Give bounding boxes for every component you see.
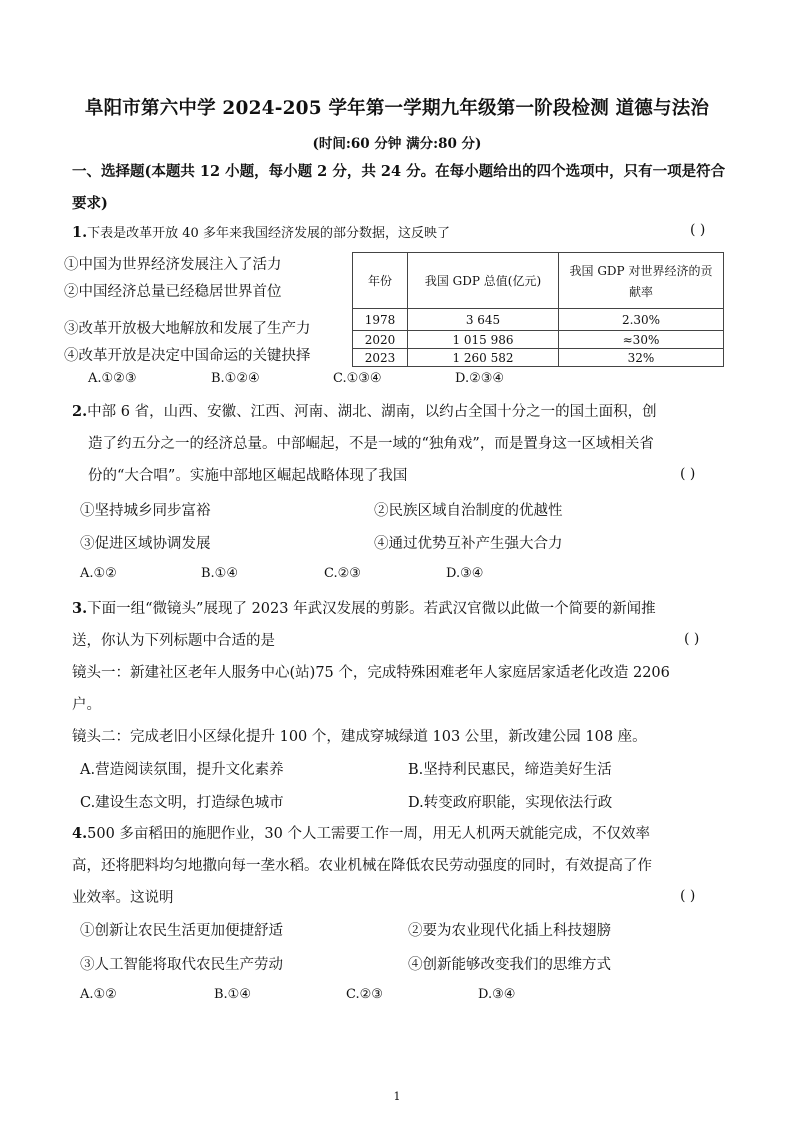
q4-option-3: ③人工智能将取代农民生产劳动	[80, 957, 283, 973]
q4-answer-paren: ( )	[680, 888, 696, 904]
table-cell: 32%	[559, 349, 724, 367]
section-heading-line1: 一、选择题(本题共 12 小题，每小题 2 分，共 24 分。在每小题给出的四个选项中，只有一项是符合	[72, 163, 726, 180]
q4-stem-line2: 高，还将肥料均匀地撒向每一垄水稻。农业机械在降低农民劳动强度的同时，有效提高了作	[72, 858, 652, 874]
q4-stem-text: 500 多亩稻田的施肥作业，30 个人工需要工作一周，用无人机两天就能完成，不仅效率	[87, 826, 650, 842]
table-row	[353, 309, 724, 331]
q2-choice-a: A.①②	[80, 566, 117, 581]
table-header-row	[353, 253, 724, 309]
table-header-year: 年份	[353, 253, 408, 309]
q1-option-1: ①中国为世界经济发展注入了活力	[64, 257, 282, 273]
q1-stem	[72, 222, 450, 241]
q4-choice-a: A.①②	[80, 987, 117, 1002]
q1-choice-c: C.①③④	[333, 371, 382, 386]
q3-number: 3.	[72, 600, 88, 617]
table-cell: 3 645	[408, 309, 559, 331]
table-header-contribution	[559, 253, 724, 309]
q3-stem-text: 下面一组“微镜头”展现了 2023 年武汉发展的剪影。若武汉官微以此做一个简要的新闻推	[87, 601, 656, 617]
q3-shot1-line1: 镜头一：新建社区老年人服务中心(站)75 个，完成特殊困难老年人家庭居家适老化改造 2206	[72, 665, 670, 681]
q1-gdp-table	[352, 252, 724, 367]
q2-option-3: ③促进区域协调发展	[80, 536, 211, 552]
table-row	[353, 349, 724, 367]
table-header-contribution-line1: 我国 GDP 对世界经济的贡	[569, 263, 713, 278]
q1-stem-text: 下表是改革开放 40 多年来我国经济发展的部分数据，这反映了	[87, 226, 450, 241]
table-row	[353, 331, 724, 349]
table-cell: 1978	[353, 309, 408, 331]
table-header-gdp: 我国 GDP 总值(亿元)	[408, 253, 559, 309]
q3-stem-line2: 送，你认为下列标题中合适的是	[72, 633, 275, 649]
q1-option-4: ④改革开放是决定中国命运的关键抉择	[64, 348, 311, 364]
q2-choice-b: B.①④	[201, 566, 238, 581]
q4-option-1: ①创新让农民生活更加便捷舒适	[80, 923, 283, 939]
q1-choice-a: A.①②③	[88, 371, 137, 386]
q2-stem-line1	[72, 400, 657, 421]
q2-stem-line2: 造了约五分之一的经济总量。中部崛起，不是一域的“独角戏”，而是置身这一区域相关省	[88, 436, 654, 452]
q3-option-d: D.转变政府职能，实现依法行政	[408, 795, 613, 811]
q4-choice-d: D.③④	[478, 987, 516, 1002]
q2-choice-d: D.③④	[446, 566, 484, 581]
q2-number: 2.	[72, 403, 88, 420]
q2-stem-text: 中部 6 省，山西、安徽、江西、河南、湖北、湖南，以约占全国十分之一的国土面积，创	[87, 404, 657, 420]
q2-choice-c: C.②③	[324, 566, 361, 581]
q1-option-3: ③改革开放极大地解放和发展了生产力	[64, 321, 311, 337]
q3-shot2: 镜头二：完成老旧小区绿化提升 100 个，建成穿城绿道 103 公里，新改建公园 108 座。	[72, 729, 647, 745]
q1-option-2: ②中国经济总量已经稳居世界首位	[64, 284, 282, 300]
q3-answer-paren: ( )	[684, 631, 700, 647]
q1-choice-d: D.②③④	[455, 371, 505, 386]
q1-number: 1.	[72, 224, 88, 241]
table-cell: 2023	[353, 349, 408, 367]
q4-stem-line1	[72, 822, 650, 843]
q4-choice-c: C.②③	[346, 987, 383, 1002]
q3-option-c: C.建设生态文明，打造绿色城市	[80, 795, 284, 811]
exam-subtitle: (时间:60 分钟 满分:80 分)	[312, 136, 482, 152]
q1-choice-b: B.①②④	[211, 371, 260, 386]
q2-stem-line3: 份的“大合唱”。实施中部地区崛起战略体现了我国	[88, 468, 408, 484]
q4-stem-line3: 业效率。这说明	[72, 890, 174, 906]
section-heading-line2: 要求)	[72, 195, 108, 212]
exam-title: 阜阳市第六中学 2024-205 学年第一学期九年级第一阶段检测 道德与法治	[84, 98, 710, 119]
q2-option-2: ②民族区域自治制度的优越性	[374, 503, 563, 519]
q4-option-4: ④创新能够改变我们的思维方式	[408, 957, 611, 973]
q4-number: 4.	[72, 825, 88, 842]
q3-option-a: A.营造阅读氛围，提升文化素养	[80, 762, 284, 778]
q3-stem-line1	[72, 597, 656, 618]
table-cell: 1 260 582	[408, 349, 559, 367]
table-cell: 2020	[353, 331, 408, 349]
q2-option-1: ①坚持城乡同步富裕	[80, 503, 211, 519]
q3-shot1-line2: 户。	[72, 697, 101, 713]
page-number: 1	[393, 1090, 401, 1103]
q3-option-b: B.坚持利民惠民，缔造美好生活	[408, 762, 612, 778]
table-header-contribution-line2: 献率	[628, 284, 653, 299]
q4-choice-b: B.①④	[214, 987, 251, 1002]
table-cell: ≈30%	[559, 331, 724, 349]
q4-option-2: ②要为农业现代化插上科技翅膀	[408, 923, 611, 939]
q2-option-4: ④通过优势互补产生强大合力	[374, 536, 563, 552]
q1-answer-paren: ( )	[690, 222, 706, 238]
table-cell: 2.30%	[559, 309, 724, 331]
table-cell: 1 015 986	[408, 331, 559, 349]
q2-answer-paren: ( )	[680, 466, 696, 482]
